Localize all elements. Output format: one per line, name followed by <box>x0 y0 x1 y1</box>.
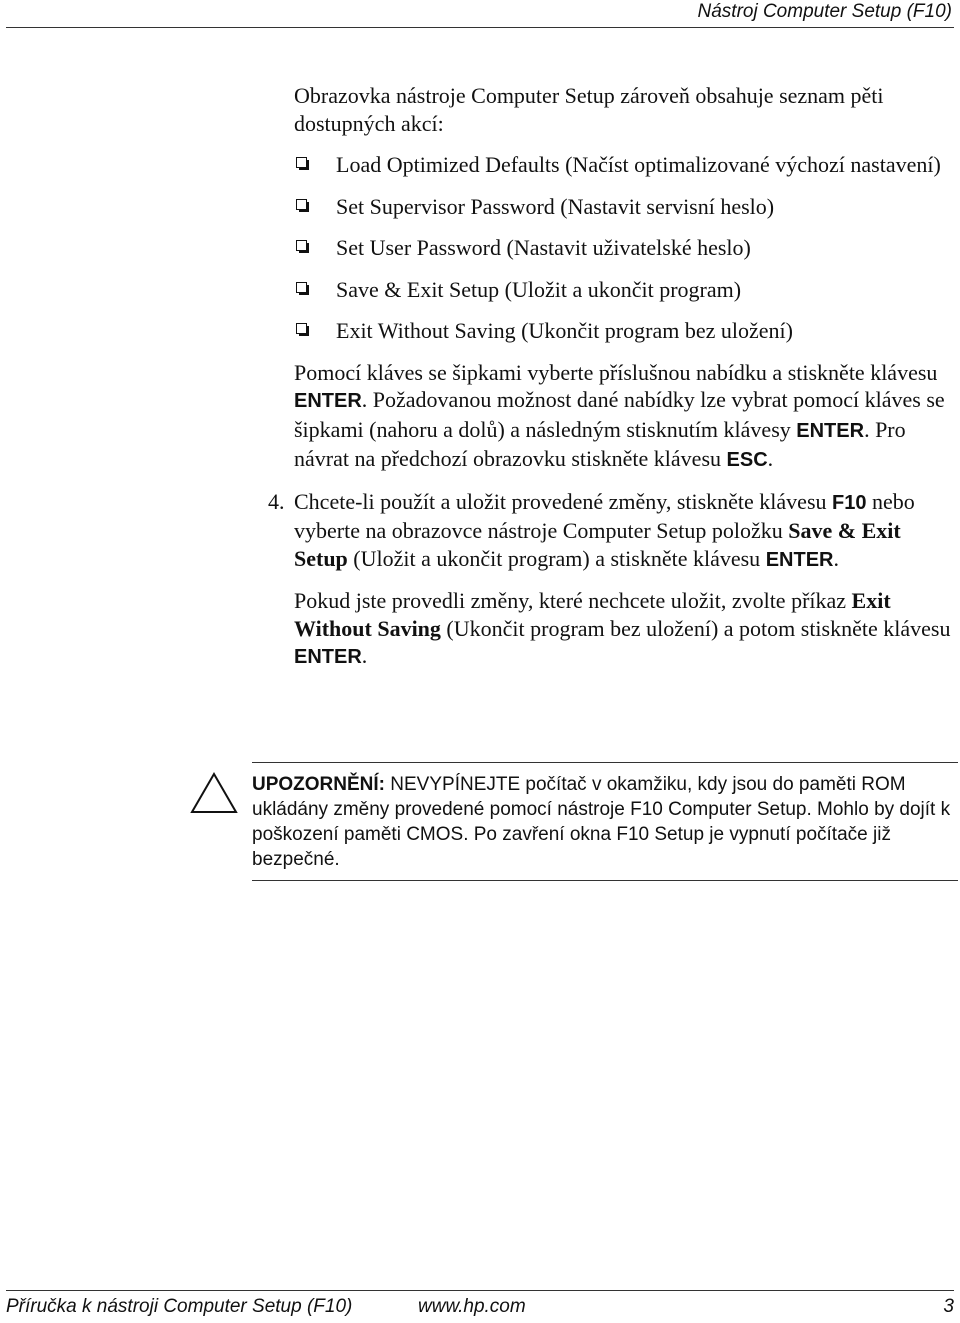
key-esc: ESC <box>726 449 768 471</box>
text-run: (Uložit a ukončit program) a stiskněte klávesu <box>347 545 766 571</box>
list-item <box>294 234 956 262</box>
list-item <box>294 317 956 345</box>
list-item-label: Exit Without Saving (Ukončit program bez uložení) <box>336 318 793 343</box>
caution-body: NEVYPÍNEJTE počítač v okamžiku, kdy jsou do paměti ROM ukládány změny provedené pomocí nástroje F10 Computer Setup. Mohlo by dojít k poškození paměti CMOS. Po zavření okna F10 Setup je vypnutí počítače již bezpečné. <box>252 774 951 870</box>
caution-top-rule <box>252 762 958 763</box>
menu-item-save-exit: Save & Exit Setup <box>294 518 901 571</box>
intro-paragraph: Obrazovka nástroje Computer Setup zároveň obsahuje seznam pěti dostupných akcí: <box>294 83 884 136</box>
caution-bottom-rule <box>252 880 958 881</box>
setup-options-list <box>294 151 956 345</box>
text-run: (Ukončit program bez uložení) a potom stiskněte klávesu <box>440 615 951 641</box>
key-enter: ENTER <box>294 646 362 668</box>
text-run: Chcete-li použít a uložit provedené změny, stiskněte klávesu <box>294 488 833 514</box>
exit-without-saving-paragraph <box>294 587 956 672</box>
text-run: Pomocí kláves se šipkami vyberte příslušnou nabídku a stiskněte klávesu <box>294 359 938 385</box>
header-divider <box>6 27 954 28</box>
key-enter: ENTER <box>765 548 834 571</box>
menu-item-exit-without-saving: Exit Without Saving <box>294 588 891 641</box>
list-item-label: Set User Password (Nastavit uživatelské heslo) <box>336 235 751 260</box>
main-content <box>268 82 956 672</box>
list-item <box>294 151 956 179</box>
key-f10: F10 <box>832 491 867 514</box>
caution-text <box>252 772 952 872</box>
list-item-label: Save & Exit Setup (Uložit a ukončit program) <box>336 276 742 302</box>
footer-divider <box>6 1290 954 1291</box>
checkbox-bullet-icon <box>296 323 307 334</box>
checkbox-bullet-icon <box>296 240 307 251</box>
footer-title: Příručka k nástroji Computer Setup (F10) <box>6 1296 353 1317</box>
page-footer <box>6 1295 954 1321</box>
key-enter: ENTER <box>796 419 865 442</box>
list-item <box>294 276 956 304</box>
step-4 <box>268 488 956 575</box>
text-run: . <box>833 545 839 571</box>
checkbox-bullet-icon <box>296 199 307 210</box>
footer-url: www.hp.com <box>418 1296 526 1317</box>
step-4-text <box>294 488 956 575</box>
checkbox-bullet-icon <box>296 282 307 293</box>
checkbox-bullet-icon <box>296 157 307 168</box>
navigation-instructions <box>294 359 956 475</box>
page-number: 3 <box>943 1296 954 1317</box>
text-run: . <box>361 643 368 668</box>
caution-triangle-icon <box>190 772 238 814</box>
text-run: . Požadovanou možnost dané nabídky lze vybrat pomocí kláves se šipkami (nahoru a dolů) a následným stisknutím klávesy <box>294 387 945 442</box>
running-header-title: Nástroj Computer Setup (F10) <box>697 1 952 22</box>
list-item <box>294 193 956 221</box>
key-enter: ENTER <box>294 390 362 412</box>
text-run: . Pro návrat na předchozí obrazovku stiskněte klávesu <box>294 416 906 471</box>
list-item-label: Load Optimized Defaults (Načíst optimalizované výchozí nastavení) <box>336 152 941 177</box>
text-run: nebo vyberte na obrazovce nástroje Computer Setup položku <box>294 488 915 543</box>
caution-box <box>190 762 958 882</box>
caution-label: UPOZORNĚNÍ: <box>252 774 385 795</box>
list-item-label: Set Supervisor Password (Nastavit servisní heslo) <box>336 193 775 219</box>
step-number: 4. <box>268 488 285 514</box>
text-run: Pokud jste provedli změny, které nechcete uložit, zvolte příkaz <box>294 588 852 613</box>
text-run: . <box>767 446 774 471</box>
